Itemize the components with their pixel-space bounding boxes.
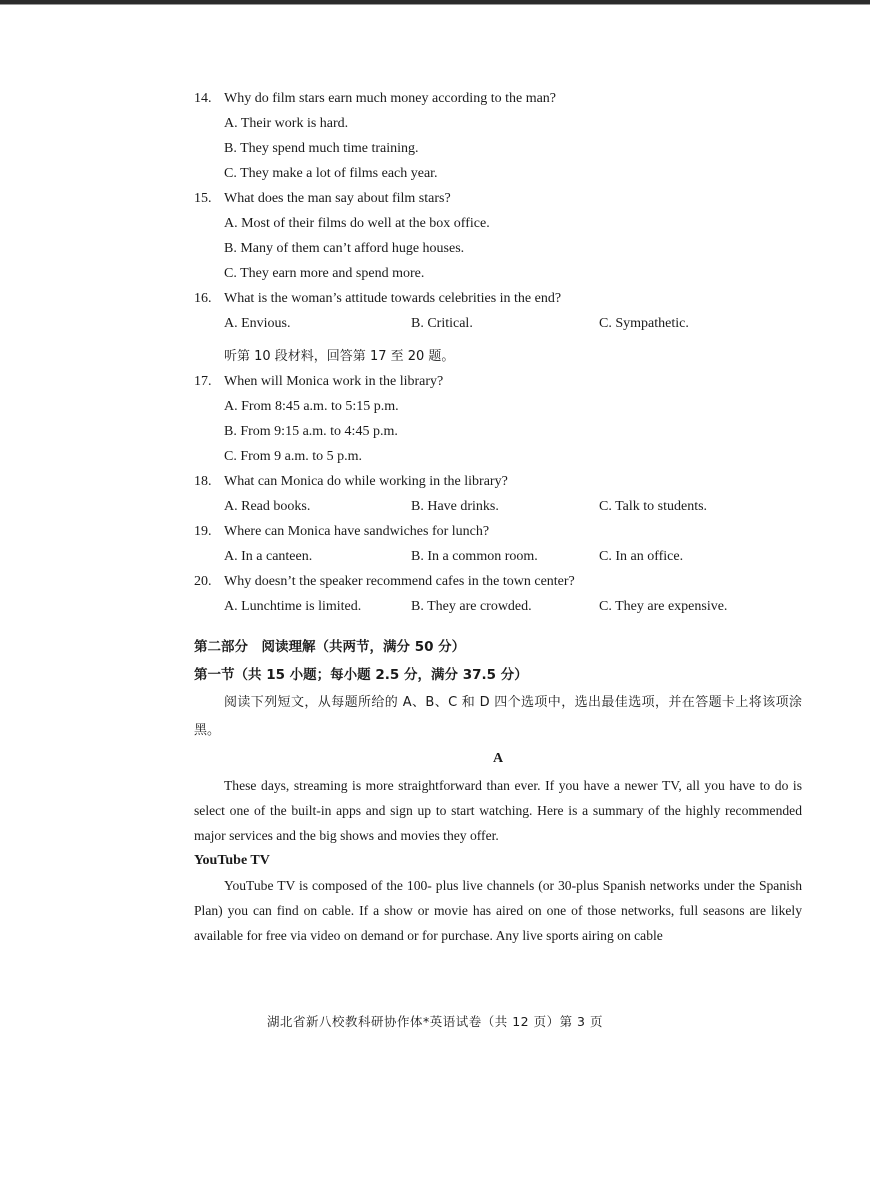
option-a: A. Their work is hard. [224,116,349,131]
option-a: A. In a canteen. [224,549,313,564]
option-b: B. Critical. [411,316,473,331]
passage-body: YouTube TV is composed of the 100- plus live channels (or 30-plus Spanish networks under the Spanish Plan) you can find on cable. If a show or movie has aired on one of those networks, full seasons are likely available for free via video on demand or for purchase. Any live sports airing on cable [194,878,802,943]
question-16 [194,286,802,336]
question-15 [194,186,802,286]
option-b: B. Have drinks. [411,499,499,514]
option-c: C. Talk to students. [599,499,708,514]
question-number: 20. [194,574,212,589]
option-a: A. Read books. [224,499,311,514]
option-c: C. They are expensive. [599,599,728,614]
reading-instruction: 阅读下列短文，从每题所给的 A、B、C 和 D 四个选项中，选出最佳选项，并在答题卡上将该项涂黑。 [194,695,802,738]
part-title: 第二部分 阅读理解（共两节，满分 50 分） [194,639,466,655]
option-a: A. Most of their films do well at the box office. [224,216,490,231]
question-number: 14. [194,91,212,106]
option-b: B. They spend much time training. [224,141,419,156]
page-footer: 湖北省新八校教科研协作体*英语试卷（共 12 页）第 3 页 [266,1014,603,1029]
option-b: B. They are crowded. [411,599,532,614]
question-text: What does the man say about film stars? [224,191,451,206]
question-text: Why do film stars earn much money according to the man? [224,91,557,106]
material-instruction: 听第 10 段材料，回答第 17 至 20 题。 [224,349,455,364]
question-20 [194,569,802,619]
scan-edge-shadow [0,4,870,5]
question-17 [194,369,802,469]
question-text: What can Monica do while working in the library? [224,474,508,489]
question-number: 16. [194,291,212,306]
section-title: 第一节（共 15 小题；每小题 2.5 分，满分 37.5 分） [194,667,528,683]
question-18 [194,469,802,519]
option-c: C. They make a lot of films each year. [224,166,438,181]
passage-intro: These days, streaming is more straightforward than ever. If you have a newer TV, all you have to do is select one of the built-in apps and sign up to start watching. Here is a summary of the highly recommended major services and the big shows and movies they offer. [194,778,802,843]
question-14 [194,86,802,186]
option-b: B. Many of them can’t afford huge houses. [224,241,465,256]
option-b: B. From 9:15 a.m. to 4:45 p.m. [224,424,398,439]
question-number: 19. [194,524,212,539]
question-number: 17. [194,374,212,389]
option-c: C. From 9 a.m. to 5 p.m. [224,449,363,464]
question-text: Where can Monica have sandwiches for lunch? [224,524,490,539]
passage-letter: A [492,751,504,766]
option-c: C. Sympathetic. [599,316,689,331]
question-text: Why doesn’t the speaker recommend cafes in the town center? [224,574,575,589]
option-c: C. In an office. [599,549,684,564]
question-number: 18. [194,474,212,489]
option-a: A. Envious. [224,316,291,331]
option-b: B. In a common room. [411,549,538,564]
option-a: A. From 8:45 a.m. to 5:15 p.m. [224,399,399,414]
question-text: When will Monica work in the library? [224,374,444,389]
question-number: 15. [194,191,212,206]
passage-subhead: YouTube TV [194,853,270,868]
question-text: What is the woman’s attitude towards celebrities in the end? [224,291,562,306]
option-a: A. Lunchtime is limited. [224,599,362,614]
option-c: C. They earn more and spend more. [224,266,425,281]
question-19 [194,519,802,569]
exam-page [194,86,802,948]
